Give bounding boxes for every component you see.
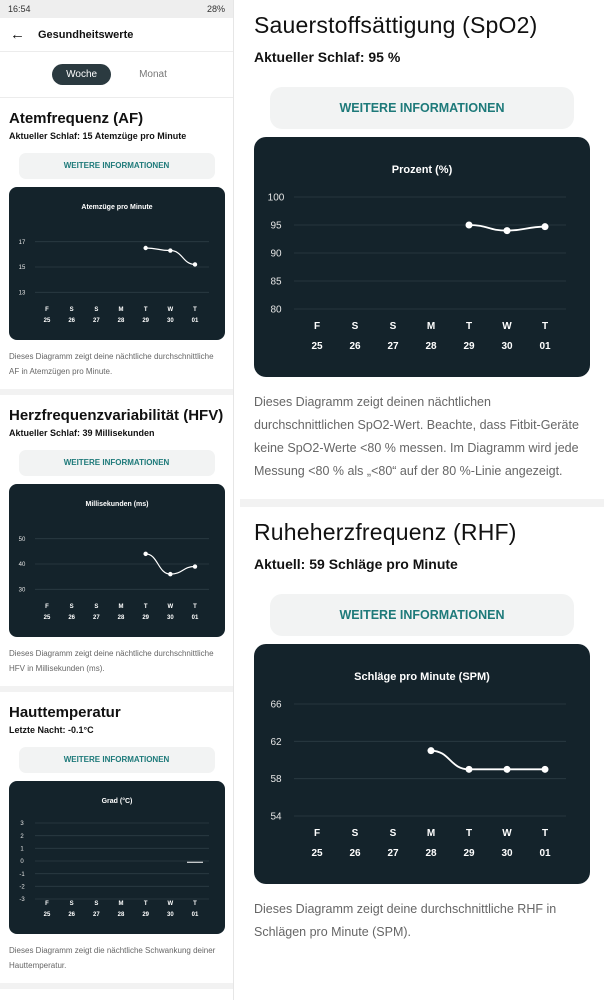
spo2-title: Sauerstoffsättigung (SpO2): [254, 12, 538, 38]
rhf-title: Ruheherzfrequenz (RHF): [254, 519, 517, 545]
status-time: 16:54: [8, 4, 31, 14]
y-tick-label: 40: [18, 562, 26, 569]
x-day-number: 30: [166, 912, 174, 918]
x-day-number: 28: [117, 318, 125, 324]
spo2-description: Dieses Diagramm zeigt deinen nächtlichen durchschnittlichen SpO2-Wert. Beachte, dass Fitbit-Geräte keine SpO2-Werte <80 % messen. Im Diagramm wird jede Messung <80 % als „<80“ auf der 80 %-Linie angezeigt.: [254, 395, 579, 478]
x-day-number: 29: [142, 318, 150, 324]
x-day-number: 27: [387, 848, 399, 859]
y-tick-label: 85: [270, 276, 282, 288]
x-day-number: 26: [68, 615, 76, 621]
status-bar: [0, 0, 233, 18]
y-tick-label: 13: [18, 290, 26, 297]
x-day-number: 26: [68, 912, 76, 918]
spo2-section: [240, 0, 604, 499]
af-description: Dieses Diagramm zeigt deine nächtliche durchschnittliche AF in Atemzügen pro Minute.: [9, 352, 214, 376]
x-day-letter: T: [143, 307, 148, 313]
data-point: [168, 572, 172, 576]
data-point: [168, 248, 172, 252]
tab-month[interactable]: Monat: [139, 69, 167, 80]
af-title: Atemfrequenz (AF): [9, 110, 144, 127]
rhf-description: Dieses Diagramm zeigt deine durchschnittliche RHF in Schlägen pro Minute (SPM).: [254, 902, 557, 939]
x-day-number: 25: [311, 341, 323, 352]
hfv-section: [0, 395, 233, 692]
x-day-letter: F: [45, 307, 49, 313]
x-day-number: 28: [117, 912, 125, 918]
y-tick-label: 100: [267, 192, 285, 204]
af-chart: [9, 187, 225, 340]
x-day-letter: T: [193, 901, 197, 907]
y-tick-label: 1: [20, 846, 24, 853]
hfv-title: Herzfrequenzvariabilität (HFV): [9, 407, 224, 424]
x-day-number: 30: [166, 615, 174, 621]
x-day-number: 01: [191, 318, 199, 324]
x-day-number: 28: [425, 848, 437, 859]
temp-description: Dieses Diagramm zeigt die nächtliche Schwankung deiner Hauttemperatur.: [9, 946, 216, 970]
rhf-more-info-button[interactable]: WEITERE INFORMATIONEN: [270, 594, 574, 636]
data-point: [193, 262, 197, 266]
app-bar: [0, 18, 233, 52]
data-point: [428, 747, 435, 754]
chart-title: Prozent (%): [391, 164, 453, 176]
x-day-letter: S: [351, 321, 359, 332]
x-day-letter: T: [541, 828, 549, 839]
status-battery: 28%: [206, 4, 225, 14]
data-point: [466, 766, 473, 773]
y-tick-label: -1: [19, 871, 25, 878]
x-day-number: 26: [349, 848, 361, 859]
y-tick-label: -2: [19, 884, 25, 891]
x-day-letter: F: [313, 828, 321, 839]
x-day-letter: M: [118, 604, 124, 610]
data-point: [143, 246, 147, 250]
x-day-letter: W: [502, 321, 512, 332]
x-day-letter: S: [94, 604, 99, 610]
x-day-letter: W: [167, 307, 174, 313]
y-tick-label: 54: [270, 811, 282, 823]
x-day-letter: T: [465, 828, 473, 839]
chart-title: Grad (°C): [101, 798, 133, 805]
chart-title: Schläge pro Minute (SPM): [354, 671, 490, 683]
x-day-letter: S: [69, 604, 74, 610]
af-current: Aktueller Schlaf: 15 Atemzüge pro Minute: [9, 131, 187, 141]
x-day-letter: M: [426, 828, 436, 839]
back-arrow-icon[interactable]: ←: [10, 26, 25, 43]
x-day-number: 30: [501, 341, 513, 352]
x-day-number: 01: [539, 848, 551, 859]
y-tick-label: 2: [20, 833, 24, 840]
hfv-more-info-button[interactable]: WEITERE INFORMATIONEN: [19, 450, 215, 476]
temp-section: [0, 692, 233, 989]
af-section: [0, 98, 233, 395]
hfv-description: Dieses Diagramm zeigt deine nächtliche durchschnittliche HFV in Millisekunden (ms).: [9, 649, 214, 673]
rhf-chart: [254, 644, 590, 884]
x-day-number: 27: [92, 912, 100, 918]
hfv-current: Aktueller Schlaf: 39 Millisekunden: [9, 428, 155, 438]
x-day-number: 30: [501, 848, 513, 859]
x-day-number: 25: [43, 318, 51, 324]
period-toggle: [0, 52, 233, 98]
x-day-letter: F: [45, 604, 49, 610]
x-day-letter: S: [69, 901, 74, 907]
y-tick-label: -3: [19, 897, 25, 904]
data-point: [504, 227, 511, 234]
x-day-number: 28: [425, 341, 437, 352]
x-day-letter: S: [351, 828, 359, 839]
y-tick-label: 3: [20, 821, 24, 828]
spo2-more-info-button[interactable]: WEITERE INFORMATIONEN: [270, 87, 574, 129]
af-more-info-button[interactable]: WEITERE INFORMATIONEN: [19, 153, 215, 179]
x-day-letter: F: [45, 901, 49, 907]
right-zoom-panel: [240, 0, 604, 1000]
x-day-letter: M: [118, 901, 124, 907]
hfv-chart: [9, 484, 225, 637]
y-tick-label: 15: [18, 265, 26, 272]
data-point: [193, 564, 197, 568]
data-point: [466, 222, 473, 229]
rhf-current: Aktuell: 59 Schläge pro Minute: [254, 556, 458, 572]
x-day-number: 28: [117, 615, 125, 621]
x-day-number: 29: [142, 615, 150, 621]
temp-current: Letzte Nacht: -0.1°C: [9, 725, 94, 735]
x-day-number: 01: [539, 341, 551, 352]
y-tick-label: 30: [18, 587, 26, 594]
x-day-letter: T: [193, 307, 197, 313]
x-day-number: 27: [387, 341, 399, 352]
spo2-current: Aktueller Schlaf: 95 %: [254, 49, 401, 65]
spo2-chart: [254, 137, 590, 377]
temp-title: Hauttemperatur: [9, 704, 121, 721]
x-day-number: 26: [68, 318, 76, 324]
data-point: [143, 552, 147, 556]
temp-chart: [9, 781, 225, 934]
page-title: Gesundheitswerte: [38, 28, 134, 41]
x-day-number: 25: [311, 848, 323, 859]
x-day-letter: S: [94, 901, 99, 907]
data-point: [542, 223, 549, 230]
x-day-number: 01: [191, 912, 199, 918]
x-day-letter: W: [167, 901, 174, 907]
y-tick-label: 62: [270, 736, 282, 748]
y-tick-label: 0: [20, 859, 24, 866]
tab-week[interactable]: Woche: [52, 64, 111, 85]
x-day-letter: S: [94, 307, 99, 313]
x-day-number: 30: [166, 318, 174, 324]
data-point: [504, 766, 511, 773]
x-day-letter: S: [69, 307, 74, 313]
x-day-letter: W: [167, 604, 174, 610]
x-day-letter: W: [502, 828, 512, 839]
y-tick-label: 95: [270, 220, 282, 232]
x-day-number: 26: [349, 341, 361, 352]
y-tick-label: 90: [270, 248, 282, 260]
y-tick-label: 58: [270, 774, 282, 786]
x-day-number: 27: [92, 615, 100, 621]
x-day-letter: S: [389, 321, 397, 332]
x-day-number: 29: [463, 848, 475, 859]
y-tick-label: 80: [270, 304, 282, 316]
x-day-letter: T: [541, 321, 549, 332]
y-tick-label: 50: [18, 536, 26, 543]
y-tick-label: 66: [270, 699, 282, 711]
x-day-letter: T: [143, 901, 148, 907]
x-day-number: 27: [92, 318, 100, 324]
x-day-number: 29: [142, 912, 150, 918]
x-day-letter: T: [143, 604, 148, 610]
x-day-number: 29: [463, 341, 475, 352]
y-tick-label: 17: [18, 239, 26, 246]
x-day-letter: M: [426, 321, 436, 332]
left-phone-panel: [0, 0, 234, 1000]
x-day-letter: S: [389, 828, 397, 839]
x-day-letter: T: [193, 604, 197, 610]
data-point: [542, 766, 549, 773]
x-day-number: 01: [191, 615, 199, 621]
chart-title: Millisekunden (ms): [85, 501, 149, 508]
x-day-letter: F: [313, 321, 321, 332]
temp-more-info-button[interactable]: WEITERE INFORMATIONEN: [19, 747, 215, 773]
series-line: [431, 751, 545, 770]
rhf-section: [240, 499, 604, 960]
chart-title: Atemzüge pro Minute: [81, 204, 153, 211]
x-day-number: 25: [43, 912, 51, 918]
x-day-letter: T: [465, 321, 473, 332]
x-day-letter: M: [118, 307, 124, 313]
x-day-number: 25: [43, 615, 51, 621]
